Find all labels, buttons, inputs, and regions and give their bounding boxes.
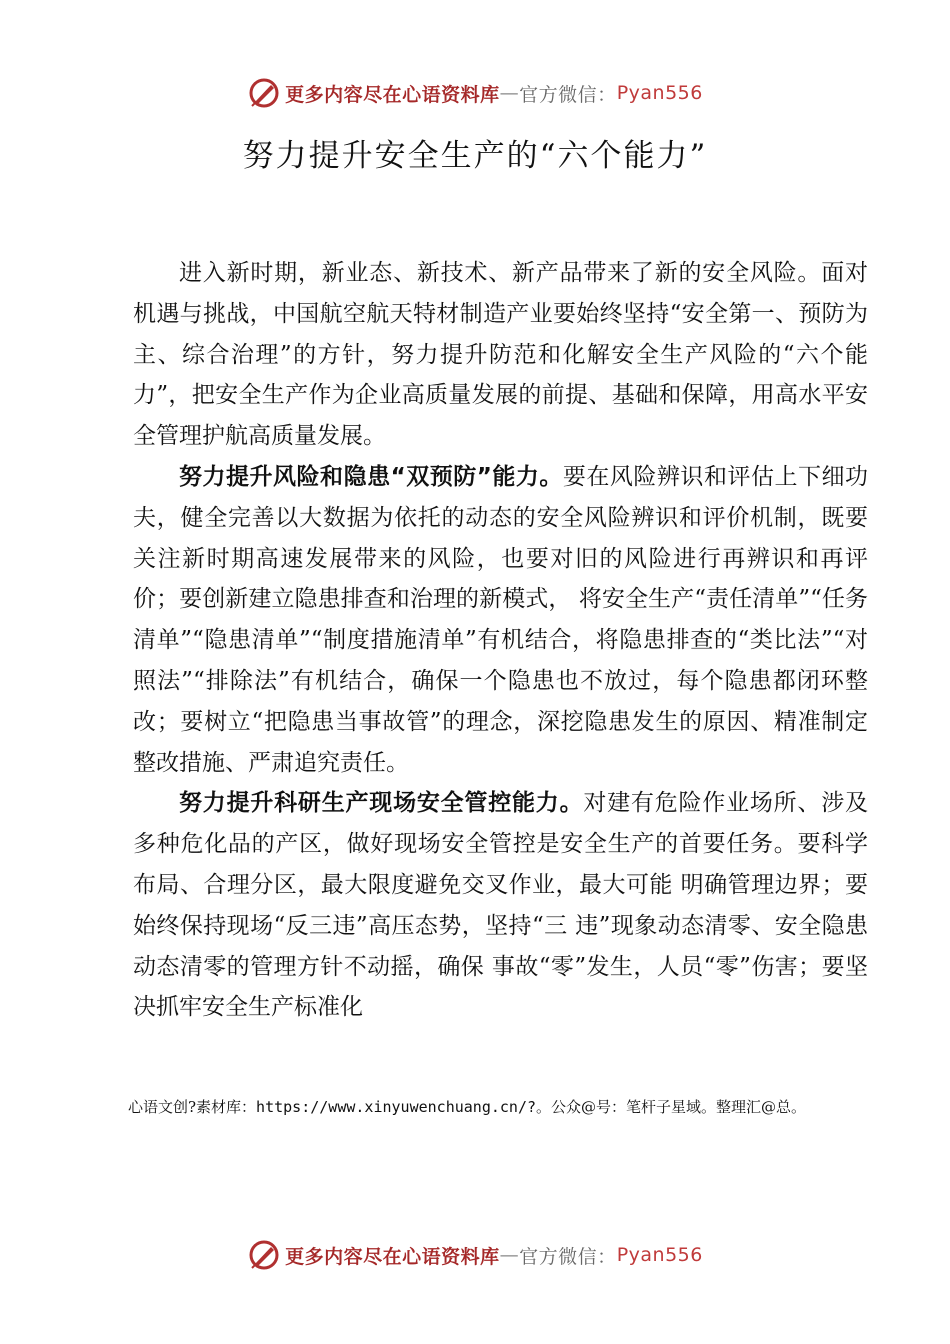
header-banner [0, 76, 950, 110]
banner-wechat-label: 官方微信： [519, 83, 617, 106]
banner-main-text: 更多内容尽在心语资料库 [285, 83, 500, 106]
banner-wechat-id: Pyan556 [616, 1244, 703, 1266]
paragraph-intro [133, 253, 868, 457]
page-title: 努力提升安全生产的“六个能力” [242, 138, 708, 174]
banner-dash: — [499, 82, 520, 104]
paragraph-heading: 努力提升风险和隐患“双预防”能力。 [179, 463, 563, 490]
paragraph-site-control [133, 783, 868, 1028]
pen-logo-icon [247, 76, 281, 110]
footer-banner [0, 1238, 950, 1272]
paragraph-heading: 努力提升科研生产现场安全管控能力。 [179, 790, 584, 817]
paragraph-text: 要在风险辨识和评估上下细功夫，健全完善以大数据为依托的动态的安全风险辨识和评价机制，既要关注新时期高速发展带来的风险，也要对旧的风险进行再辨识和再评价；要创新建立隐患排查和治理的新模式， 将安全生产“责任清单”“任务清单”“隐患清单”“制度措施清单”有机结合，将隐患排查的“类比法”“对照法”“排除法”有机结合，确保一个隐患也不放过，每个隐患都闭环整改；要树立“把隐患当事故管”的理念，深挖隐患发生的原因、精准制定整改措施、严肃追究责任。 [133, 463, 869, 776]
footer-prefix: 心语文创?素材库： [128, 1098, 257, 1116]
banner-main-text: 更多内容尽在心语资料库 [285, 1245, 500, 1268]
pen-logo-icon [247, 1238, 281, 1272]
source-footer [128, 1096, 888, 1117]
paragraph-double-prevention [133, 457, 868, 783]
footer-url: https://www.xinyuwenchuang.cn/? [256, 1098, 537, 1116]
banner-wechat-id: Pyan556 [616, 82, 703, 104]
paragraph-text: 对建有危险作业场所、涉及多种危化品的产区，做好现场安全管控是安全生产的首要任务。要科学布局、合理分区，最大限度避免交叉作业，最大可能 明确管理边界；要始终保持现场“反三违”高压态势，坚持“三 违”现象动态清零、安全隐患动态清零的管理方针不动摇，确保 事故“零”发生，人员“零”伤害；要坚决抓牢安全生产标准化 [133, 790, 869, 1021]
footer-suffix: 。公众@号：笔杆子星域。整理汇@总。 [536, 1098, 807, 1116]
article-body [133, 253, 868, 1028]
banner-wechat-label: 官方微信： [519, 1245, 617, 1268]
paragraph-text: 进入新时期，新业态、新技术、新产品带来了新的安全风险。面对机遇与挑战，中国航空航天特材制造产业要始终坚持“安全第一、预防为主、综合治理”的方针，努力提升防范和化解安全生产风险的“六个能力”，把安全生产作为企业高质量发展的前提、基础和保障，用高水平安全管理护航高质量发展。 [133, 260, 868, 450]
banner-dash: — [499, 1244, 520, 1266]
